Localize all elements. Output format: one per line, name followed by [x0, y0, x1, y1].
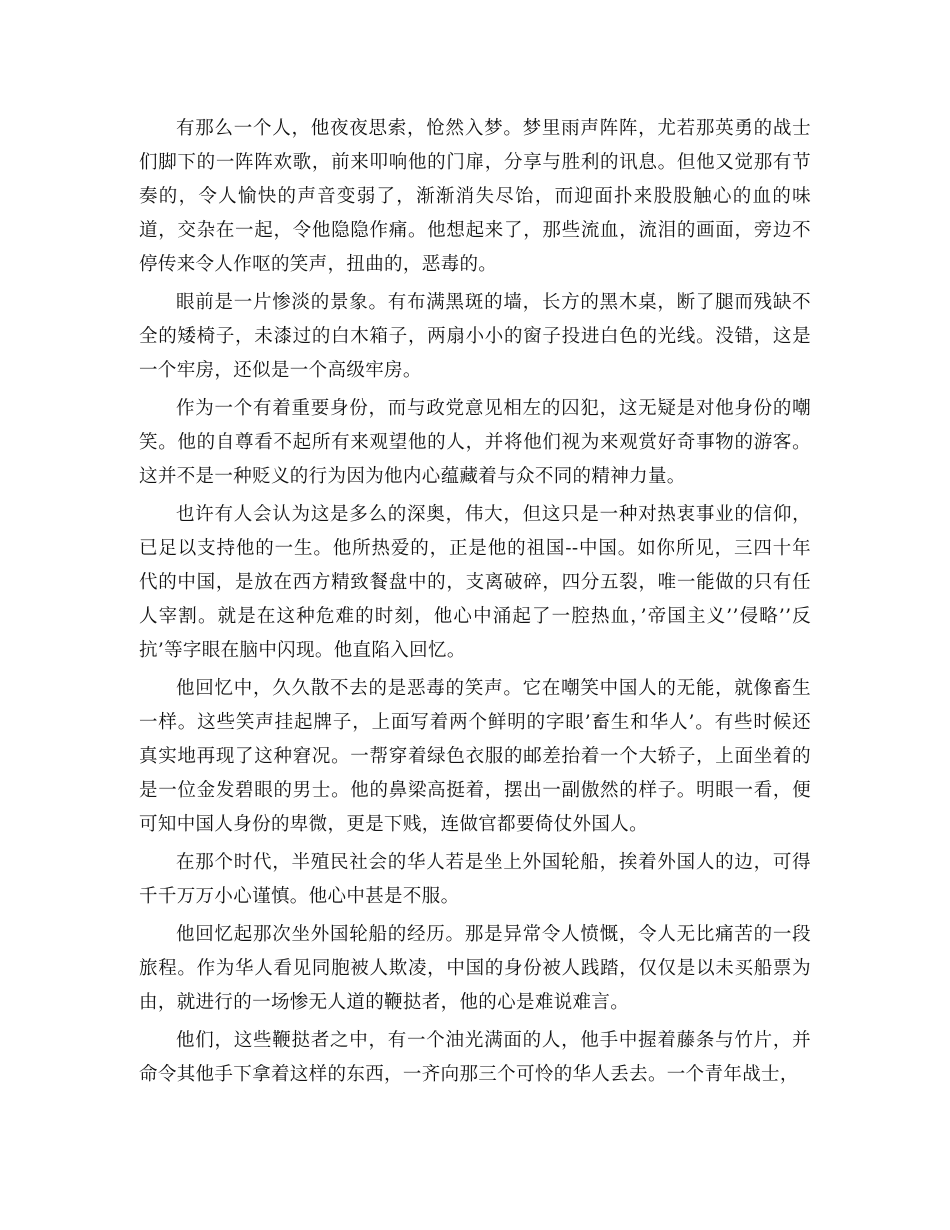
paragraph: 有那么一个人，他夜夜思索，怆然入梦。梦里雨声阵阵，尤若那英勇的战士们脚下的一阵阵欢歌，前来叩响他的门扉，分享与胜利的讯息。但他又觉那有节奏的，令人愉快的声音变弱了，渐渐消失尽饴，而迎面扑来股股触心的血的味道，交杂在一起，令他隐隐作痛。他想起来了，那些流血，流泪的画面，旁边不停传来令人作呕的笑声，扭曲的，恶毒的。 — [139, 118, 811, 275]
paragraph: 他回忆起那次坐外国轮船的经历。那是异常令人愤慨，令人无比痛苦的一段旅程。作为华人看见同胞被人欺凌，中国的身份被人践踏，仅仅是以未买船票为由，就进行的一场惨无人道的鞭挞者，他的心是难说难言。 — [139, 924, 811, 1013]
paragraph: 他们，这些鞭挞者之中，有一个油光满面的人，他手中握着藤条与竹片，并命令其他手下拿着这样的东西，一齐向那三个可怜的华人丢去。一个青年战士， — [139, 1030, 811, 1085]
paragraph: 作为一个有着重要身份，而与政党意见相左的囚犯，这无疑是对他身份的嘲笑。他的自尊看不起所有来观望他的人，并将他们视为来观赏好奇事物的游客。这并不是一种贬义的行为因为他内心蕴藏着与众不同的精神力量。 — [139, 398, 811, 487]
paragraph: 也许有人会认为这是多么的深奥，伟大，但这只是一种对热衷事业的信仰，已足以支持他的一生。他所热爱的，正是他的祖国--中国。如你所见，三四十年代的中国，是放在西方精致餐盘中的，支离破碎，四分五裂，唯一能做的只有任人宰割。就是在这种危难的时刻，他心中涌起了一腔热血，’帝国主义’’侵略’’反抗’等字眼在脑中闪现。他直陷入回忆。 — [139, 504, 811, 661]
paragraph: 在那个时代，半殖民社会的华人若是坐上外国轮船，挨着外国人的边，可得千千万万小心谨慎。他心中甚是不服。 — [139, 852, 811, 907]
document-body — [139, 112, 811, 1096]
paragraph: 眼前是一片惨淡的景象。有布满黑斑的墙，长方的黑木桌，断了腿而残缺不全的矮椅子，未漆过的白木箱子，两扇小小的窗子投进白色的光线。没错，这是一个牢房，还似是一个高级牢房。 — [139, 292, 811, 381]
paragraph: 他回忆中，久久散不去的是恶毒的笑声。它在嘲笑中国人的无能，就像畜生一样。这些笑声挂起牌子，上面写着两个鲜明的字眼’畜生和华人’。有些时候还真实地再现了这种窘况。一帮穿着绿色衣服的邮差抬着一个大轿子，上面坐着的是一位金发碧眼的男士。他的鼻梁高挺着，摆出一副傲然的样子。明眼一看，便可知中国人身份的卑微，更是下贱，连做官都要倚仗外国人。 — [139, 678, 811, 835]
